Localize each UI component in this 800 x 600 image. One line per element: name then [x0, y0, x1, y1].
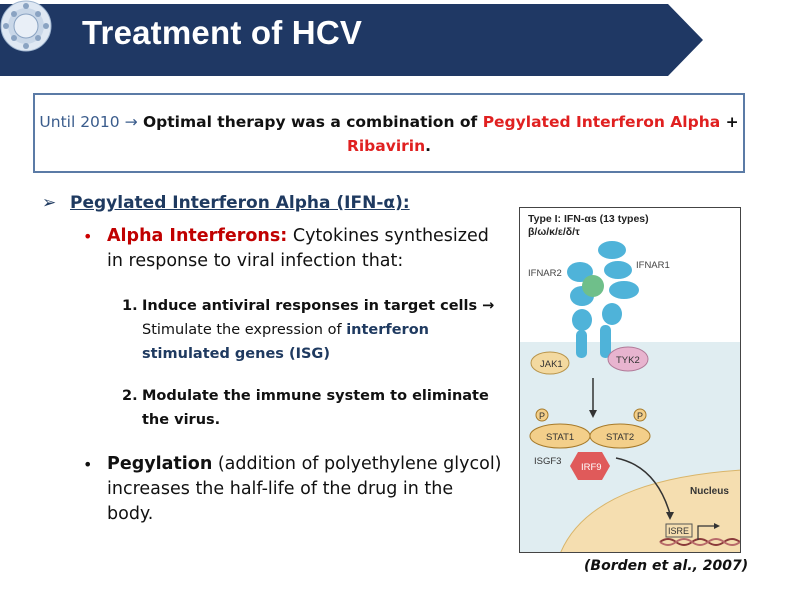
list-item: [122, 384, 507, 432]
callout-main-text: Optimal therapy was a combination of: [137, 113, 483, 131]
callout-plus: +: [720, 113, 739, 131]
list-number: 2.: [122, 388, 138, 404]
receptor-domain: [604, 261, 632, 279]
callout-year: Until 2010: [39, 113, 120, 131]
isgf3-label: ISGF3: [534, 456, 562, 467]
ifn-ligand: [582, 275, 604, 297]
bullet-dot-icon: •: [83, 227, 93, 246]
arrow-right-icon: →: [477, 298, 495, 314]
nucleus-label: Nucleus: [690, 486, 729, 497]
callout-period: .: [425, 137, 432, 155]
callout-drug-2: Ribavirin: [346, 137, 426, 155]
callout-drug-1: Pegylated Interferon Alpha: [482, 113, 721, 131]
list-lead: Modulate the immune system to eliminate the virus.: [142, 388, 489, 428]
citation: (Borden et al., 2007): [584, 558, 749, 574]
summary-callout: [33, 93, 745, 173]
figure-title-1: Type I: IFN-αs (13 types): [528, 213, 649, 225]
list-number: 1.: [122, 298, 138, 314]
arrow-bullet-icon: ➢: [42, 193, 57, 213]
tyk2-label: TYK2: [616, 355, 640, 366]
section-heading: [42, 193, 410, 213]
receptor-stem: [576, 330, 587, 358]
isre-label: ISRE: [668, 526, 690, 536]
stat2-label: STAT2: [606, 432, 635, 443]
ifnar2-label: IFNAR2: [528, 268, 562, 279]
signaling-figure: [519, 207, 741, 553]
ifn-signaling-diagram: [520, 208, 741, 553]
bullet-term: Pegylation: [107, 454, 213, 474]
bullet-dot-icon: •: [83, 455, 93, 474]
receptor-domain: [572, 309, 592, 331]
list-lead: Induce antiviral responses in target cells: [142, 298, 478, 314]
bullet-term: Alpha Interferons:: [107, 226, 288, 246]
virus-logo-icon: [0, 0, 52, 52]
phosphate-label: P: [637, 411, 644, 421]
stat1-label: STAT1: [546, 432, 575, 443]
section-heading-text: Pegylated Interferon Alpha (IFN-α):: [70, 193, 410, 213]
irf9-label: IRF9: [581, 462, 602, 473]
figure-title-2: β/ω/κ/ε/δ/τ: [528, 226, 580, 238]
bullet-pegylation: [83, 452, 503, 527]
receptor-domain: [598, 241, 626, 259]
title-banner: [0, 0, 800, 76]
list-item: [122, 294, 507, 366]
bullet-text: Cytokines synthesized in response to viral infection that:: [107, 226, 489, 271]
receptor-stem: [600, 325, 611, 358]
bullet-text: (addition of polyethylene glycol) increases the half-life of the drug in the body.: [107, 454, 502, 524]
list-highlight: interferon stimulated genes (ISG): [142, 322, 429, 362]
phosphate-label: P: [539, 411, 546, 421]
ifnar1-label: IFNAR1: [636, 260, 670, 271]
jak1-label: JAK1: [540, 359, 563, 370]
receptor-domain: [602, 303, 622, 325]
bullet-alpha-interferons: [83, 224, 503, 274]
page-title: Treatment of HCV: [82, 14, 363, 51]
arrow-right-icon: →: [124, 113, 138, 131]
receptor-domain: [609, 281, 639, 299]
list-rest: Stimulate the expression of: [142, 322, 347, 338]
